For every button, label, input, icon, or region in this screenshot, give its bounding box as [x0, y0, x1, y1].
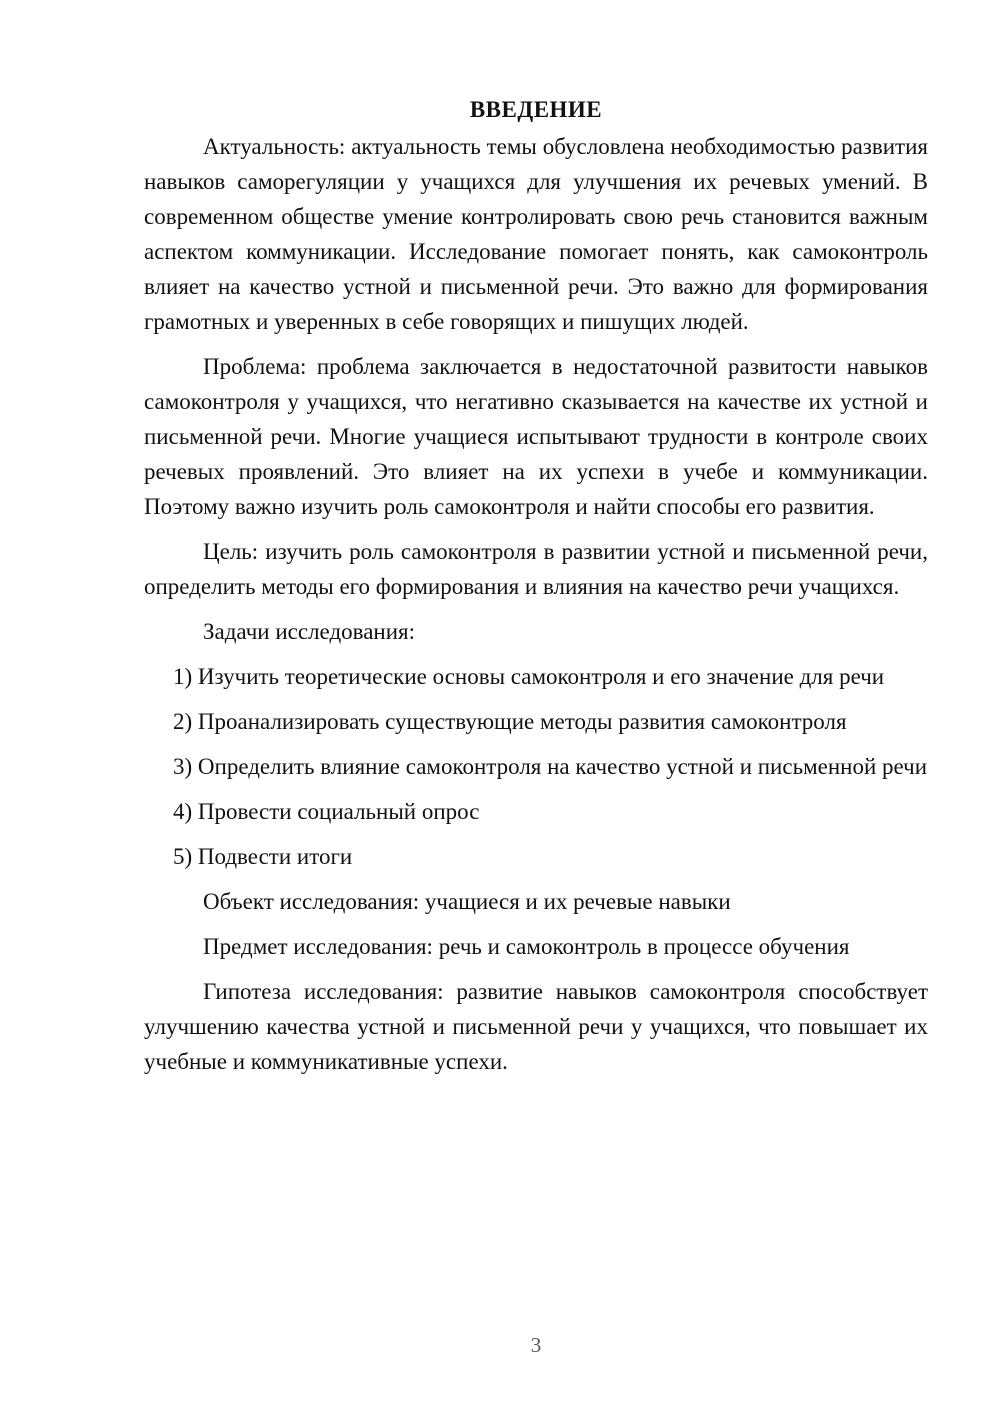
task-item-2: 2) Проанализировать существующие методы развития самоконтроля	[173, 709, 847, 734]
subject-line: Предмет исследования: речь и самоконтроль в процессе обучения	[203, 934, 850, 959]
task-item-1: 1) Изучить теоретические основы самоконтроля и его значение для речи	[173, 664, 885, 689]
task-item-5: 5) Подвести итоги	[173, 844, 353, 869]
object-line: Объект исследования: учащиеся и их речевые навыки	[203, 889, 731, 914]
hypothesis-paragraph: Гипотеза исследования: развитие навыков самоконтроля способствует улучшению качества устной и письменной речи у учащихся, что повышает их учебные и коммуникативные успехи.	[144, 979, 928, 1074]
document-page	[144, 92, 928, 1089]
problem-paragraph: Проблема: проблема заключается в недостаточной развитости навыков самоконтроля у учащихся, что негативно сказывается на качестве их устной и письменной речи. Многие учащиеся испытывают трудности в контроле своих речевых проявлений. Это влияет на их успехи в учебе и коммуникации. Поэтому важно изучить роль самоконтроля и найти способы его развития.	[144, 354, 928, 519]
relevance-paragraph: Актуальность: актуальность темы обусловлена необходимостью развития навыков саморегуляции у учащихся для улучшения их речевых умений. В современном обществе умение контролировать свою речь становится важным аспектом коммуникации. Исследование помогает понять, как самоконтроль влияет на качество устной и письменной речи. Это важно для формирования грамотных и уверенных в себе говорящих и пишущих людей.	[144, 134, 928, 334]
tasks-heading: Задачи исследования:	[203, 619, 416, 644]
task-item-3: 3) Определить влияние самоконтроля на качество устной и письменной речи	[173, 754, 928, 779]
page-title: ВВЕДЕНИЕ	[469, 97, 603, 122]
goal-paragraph: Цель: изучить роль самоконтроля в развитии устной и письменной речи, определить методы его формирования и влияния на качество речи учащихся.	[144, 539, 928, 599]
page-number: 3	[530, 1333, 542, 1357]
task-item-4: 4) Провести социальный опрос	[173, 799, 480, 824]
